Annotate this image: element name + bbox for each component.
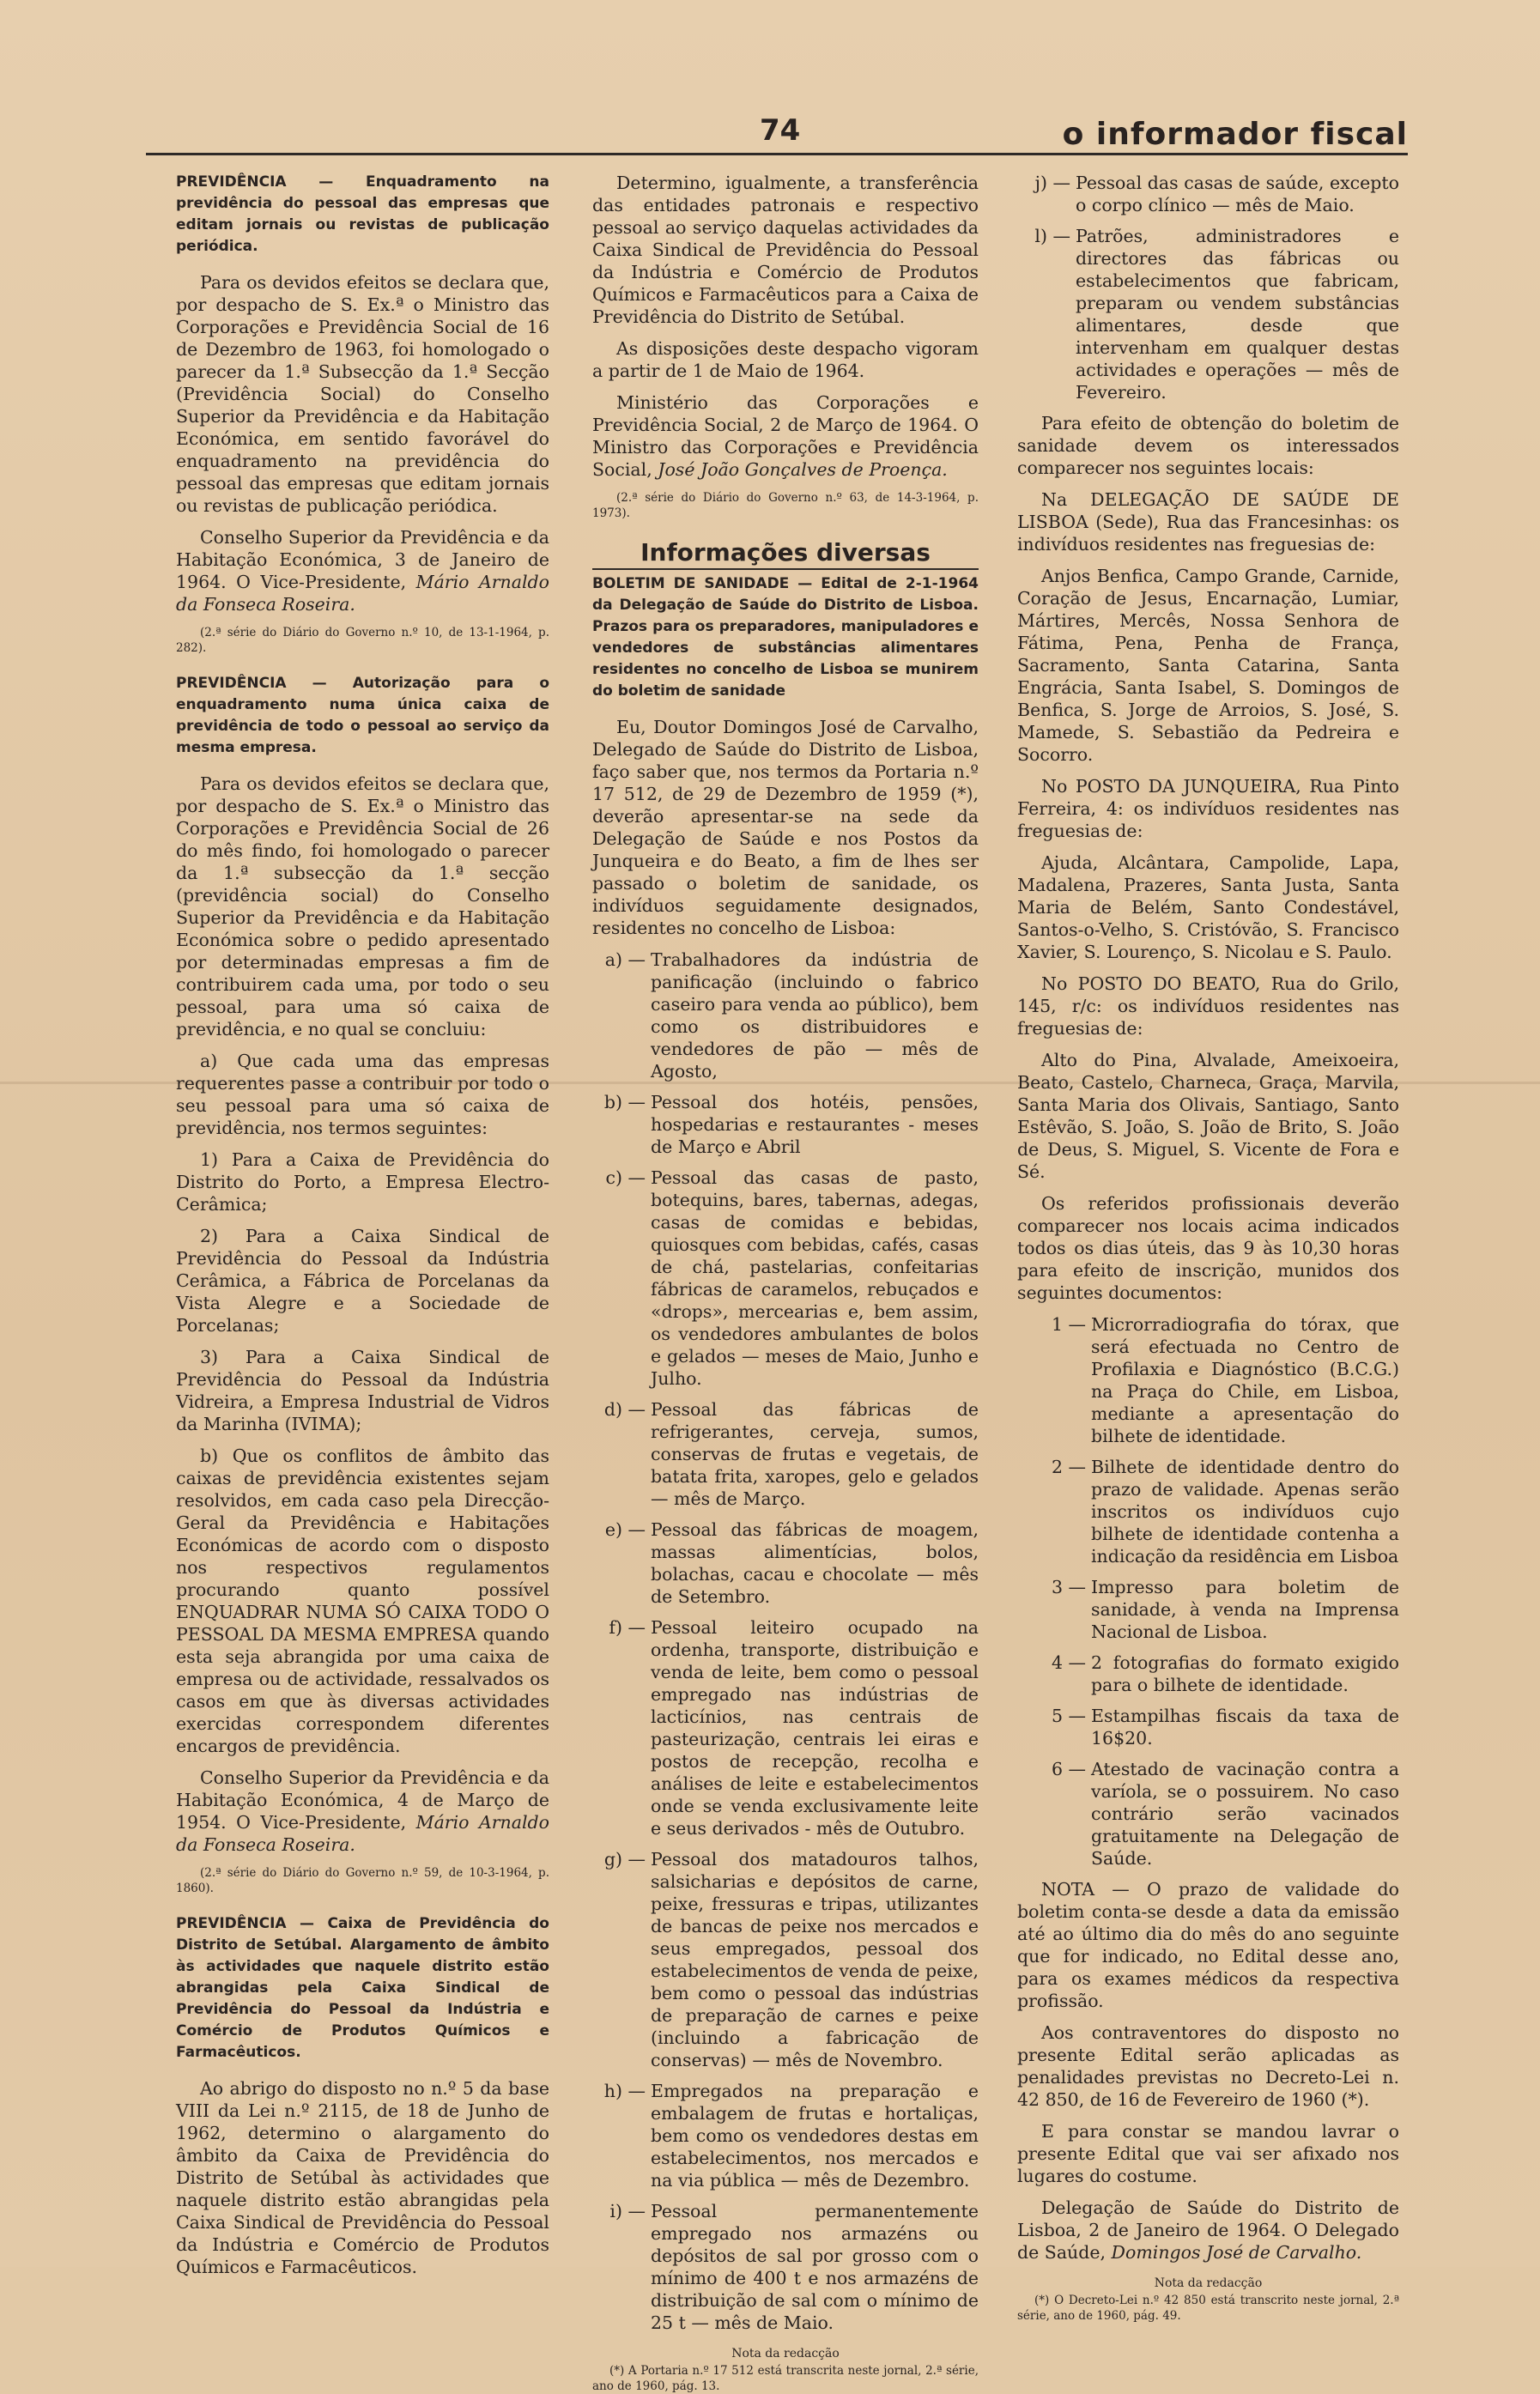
editor-note-title: Nota da redacção (1154, 2276, 1263, 2290)
list-item: e) — Pessoal das fábricas de moagem, massas alimentícias, bolos, bolachas, cacau e chocolate — mês de Setembro. (604, 1519, 979, 1607)
documents-list (1017, 1313, 1399, 1870)
list-item: 1 — Microrradiografia do tórax, que será efectuada no Centro de Profilaxia e Diagnóstico (B.C.G.) na Praça do Chile, em Lisboa, mediante a apresentação do bilhete de identidade. (1051, 1314, 1399, 1446)
paragraph: Ajuda, Alcântara, Campolide, Lapa, Madalena, Prazeres, Santa Justa, Santa Maria de Belém, Santo Condestável, Santos-o-Velho, S. Cristóvão, S. Francisco Xavier, S. Lourenço, S. Nicolau e S. Paulo. (1017, 852, 1399, 962)
article-heading: PREVIDÊNCIA — Enquadramento na previdência do pessoal das empresas que editam jornais ou revistas de publicação periódica. (176, 173, 549, 255)
list-item: c) — Pessoal das casas de pasto, botequins, bares, tabernas, adegas, casas de comidas e bebidas, quiosques com bebidas, cafés, casas de chá, pastelarias, confeitarias fábricas de caramelos, rebuçados e «drops», mercearias e, bem assim, os vendedores ambulantes de bolos e gelados — meses de Maio, Junho e Julho. (605, 1167, 979, 1389)
paragraph: Ao abrigo do disposto no n.º 5 da base VIII da Lei n.º 2115, de 18 de Junho de 1962, determino o alargamento do âmbito da Caixa de Previdência do Distrito de Setúbal às actividades que naquele distrito estão abrangidas pela Caixa Sindical de Previdência do Pessoal da Indústria e Comércio de Produtos Químicos e Farmacêuticos. (176, 2078, 549, 2277)
masthead: o informador fiscal (1062, 117, 1408, 152)
paragraph: E para constar se mandou lavrar o presente Edital que vai ser afixado nos lugares do costume. (1017, 2121, 1399, 2186)
paragraph: NOTA — O prazo de validade do boletim conta-se desde a data da emissão até ao último dia do mês do ano seguinte que for indicado, no Edital desse ano, para os exames médicos da respectiva profissão. (1017, 1879, 1399, 2011)
page-number: 74 (760, 113, 801, 148)
list-item: a) — Trabalhadores da indústria de panificação (incluindo o fabrico caseiro para venda ao público), bem como os distribuidores e vendedores de pão — mês de Agosto, (604, 949, 979, 1082)
list-item: h) — Empregados na preparação e embalagem de frutas e hortaliças, bem como os vendedores destas em estabelecimentos, nos mercados e na via pública — mês de Dezembro. (603, 2081, 979, 2191)
page-header (146, 112, 1408, 155)
paragraph: a) Que cada uma das empresas requerentes passe a contribuir por todo o seu pessoal para uma só caixa de previdência, nos termos seguintes: (176, 1051, 549, 1138)
paragraph: Determino, igualmente, a transferência das entidades patronais e respectivo pessoal ao serviço daquelas actividades da Caixa Sindical de Previdência do Pessoal da Indústria e Comércio de Produtos Químicos e Farmacêuticos para a Caixa de Previdência do Distrito de Setúbal. (592, 173, 979, 327)
gazette-reference: (2.ª série do Diário do Governo n.º 10, de 13-1-1964, p. 282). (176, 626, 549, 655)
list-item: f) — Pessoal leiteiro ocupado na ordenha, transporte, distribuição e venda de leite, bem como o pessoal empregado nas indústrias de lacticínios, nas centrais de pasteurização, centrais lei eiras e postos de recepção, recolha e análises de leite e estabelecimentos onde se venda exclusivamente leite e seus derivados - mês de Outubro. (609, 1617, 979, 1839)
paragraph: Anjos Benfica, Campo Grande, Carnide, Coração de Jesus, Encarnação, Lumiar, Mártires, Mercês, Nossa Senhora de Fátima, Pena, Penha de França, Sacramento, Santa Catarina, Santa Engrácia, Santa Isabel, S. Domingos de Benfica, S. Jorge de Arroios, S. José, S. Mamede, S. Sebastião da Pedreira e Socorro. (1017, 566, 1399, 765)
column-1 (176, 172, 549, 2288)
paragraph: Na DELEGAÇÃO DE SAÚDE DE LISBOA (Sede), Rua das Francesinhas: os indivíduos residentes nas freguesias de: (1017, 489, 1399, 555)
paragraph: 1) Para a Caixa de Previdência do Distrito do Porto, a Empresa Electro-Cerâmica; (176, 1149, 549, 1215)
list-item: b) — Pessoal dos hotéis, pensões, hospedarias e restaurantes - meses de Março e Abril (603, 1092, 979, 1157)
editor-note: (*) A Portaria n.º 17 512 está transcrita neste jornal, 2.ª série, ano de 1960, pág. 13. (592, 2364, 979, 2393)
list-item: l) — Patrões, administradores e directores das fábricas ou estabelecimentos que fabricam, preparam ou vendem substâncias alimentares, desde que intervenham em qualquer destas actividades e operações — mês de Fevereiro. (1034, 226, 1399, 403)
article-heading: PREVIDÊNCIA — Caixa de Previdência do Distrito de Setúbal. Alargamento de âmbito às actividades que naquele distrito estão abrangidas pela Caixa Sindical de Previdência do Pessoal da Indústria e Comércio de Produtos Químicos e Farmacêuticos. (176, 1915, 549, 2061)
list-item: 5 — Estampilhas fiscais da taxa de 16$20. (1051, 1706, 1399, 1749)
paragraph: Os referidos profissionais deverão comparecer nos locais acima indicados todos os dias úteis, das 9 às 10,30 horas para efeito de inscrição, munidos dos seguintes documentos: (1017, 1193, 1399, 1303)
paragraph: Delegação de Saúde do Distrito de Lisboa, 2 de Janeiro de 1964. O Delegado de Saúde, Domingos José de Carvalho. (1017, 2197, 1399, 2263)
paragraph: Conselho Superior da Previdência e da Habitação Económica, 4 de Março de 1954. O Vice-Presidente, Mário Arnaldo da Fonseca Roseira. (176, 1767, 549, 1855)
paragraph: As disposições deste despacho vigoram a partir de 1 de Maio de 1964. (592, 338, 979, 381)
paragraph: Para os devidos efeitos se declara que, por despacho de S. Ex.ª o Ministro das Corporações e Previdência Social de 26 do mês findo, foi homologado o parecer da 1.ª subsecção da 1.ª secção (previdência social) do Conselho Superior da Previdência e da Habitação Económica sobre o pedido apresentado por determinadas empresas a fim de contribuirem cada uma, por todo o seu pessoal, para uma só caixa de previdência, e no qual se concluiu: (176, 773, 549, 1039)
paragraph: Ministério das Corporações e Previdência Social, 2 de Março de 1964. O Ministro das Corporações e Previdência Social, José João Gonçalves de Proença. (592, 392, 979, 480)
paragraph: No POSTO DO BEATO, Rua do Grilo, 145, r/c: os indivíduos residentes nas freguesias de: (1017, 973, 1399, 1039)
header-rule (146, 153, 1408, 155)
column-3 (1017, 172, 1399, 2324)
list-item: i) — Pessoal permanentemente empregado nos armazéns ou depósitos de sal por grosso com o mínimo de 400 t e nos armazéns de distribuição de sal com o mínimo de 25 t — mês de Maio. (609, 2201, 979, 2333)
article-heading: BOLETIM DE SANIDADE — Edital de 2-1-1964 da Delegação de Saúde do Distrito de Lisboa. Prazos para os preparadores, manipuladores e vendedores de substâncias alimentares residentes no concelho de Lisboa se munirem do boletim de sanidade (592, 575, 979, 700)
paragraph: 3) Para a Caixa Sindical de Previdência do Pessoal da Indústria Vidreira, a Empresa Industrial de Vidros da Marinha (IVIMA); (176, 1347, 549, 1434)
list-item: 4 — 2 fotografias do formato exigido para o bilhete de identidade. (1051, 1652, 1399, 1695)
section-title: Informações diversas (592, 538, 979, 570)
list-item: g) — Pessoal dos matadouros talhos, salsicharias e depósitos de carne, peixe, fressuras e tripas, utilizantes de bancas de peixe nos mercados e seus empregados, pessoal dos estabelecimentos de venda de peixe, bem como o pessoal das indústrias de preparação de carnes e peixe (incluindo a fabricação de conservas) — mês de Novembro. (603, 1849, 979, 2070)
paragraph: Eu, Doutor Domingos José de Carvalho, Delegado de Saúde do Distrito de Lisboa, faço saber que, nos termos da Portaria n.º 17 512, de 29 de Dezembro de 1959 (*), deverão apresentar-se na sede da Delegação de Saúde e nos Postos da Junqueira e do Beato, a fim de lhes ser passado o boletim de sanidade, os indivíduos seguidamente designados, residentes no concelho de Lisboa: (592, 717, 979, 938)
category-list (592, 949, 979, 2334)
paragraph: Para os devidos efeitos se declara que, por despacho de S. Ex.ª o Ministro das Corporações e Previdência Social de 16 de Dezembro de 1963, foi homologado o parecer da 1.ª Subsecção da 1.ª Secção (Previdência Social) do Conselho Superior da Previdência e da Habitação Económica, em sentido favorável do enquadramento na previdência do pessoal das empresas que editam jornais ou revistas de publicação periódica. (176, 272, 549, 516)
column-2 (592, 172, 979, 2394)
paragraph: Aos contraventores do disposto no presente Edital serão aplicadas as penalidades previstas no Decreto-Lei n. 42 850, de 16 de Fevereiro de 1960 (*). (1017, 2022, 1399, 2110)
article-heading: PREVIDÊNCIA — Autorização para o enquadramento numa única caixa de previdência de todo o pessoal ao serviço da mesma empresa. (176, 675, 549, 756)
list-item: j) — Pessoal das casas de saúde, excepto o corpo clínico — mês de Maio. (1034, 173, 1399, 215)
list-item: d) — Pessoal das fábricas de refrigerantes, cerveja, sumos, conservas de frutas e vegetais, de batata frita, xaropes, gelo e gelados — mês de Março. (603, 1399, 979, 1509)
paragraph: 2) Para a Caixa Sindical de Previdência do Pessoal da Indústria Cerâmica, a Fábrica de Porcelanas da Vista Alegre e a Sociedade de Porcelanas; (176, 1226, 549, 1336)
gazette-reference: (2.ª série do Diário do Governo n.º 63, de 14-3-1964, p. 1973). (592, 491, 979, 520)
list-item: 6 — Atestado de vacinação contra a varíola, se o possuirem. No caso contrário serão vacinados gratuitamente na Delegação de Saúde. (1051, 1759, 1399, 1869)
paragraph: Para efeito de obtenção do boletim de sanidade devem os interessados comparecer nos seguintes locais: (1017, 413, 1399, 478)
paragraph: b) Que os conflitos de âmbito das caixas de previdência existentes sejam resolvidos, em cada caso pela Direcção-Geral da Previdência e Habitações Económicas de acordo com o disposto nos respectivos regulamentos procurando quanto possível ENQUADRAR NUMA SÓ CAIXA TODO O PESSOAL DA MESMA EMPRESA quando esta seja abrangida por uma caixa de empresa ou de actividade, ressalvados os casos em que às diversas actividades exercidas correspondem diferentes encargos de previdência. (176, 1445, 549, 1756)
paragraph: Conselho Superior da Previdência e da Habitação Económica, 3 de Janeiro de 1964. O Vice-Presidente, Mário Arnaldo da Fonseca Roseira. (176, 527, 549, 615)
paragraph: No POSTO DA JUNQUEIRA, Rua Pinto Ferreira, 4: os indivíduos residentes nas freguesias de: (1017, 776, 1399, 841)
list-item: 2 — Bilhete de identidade dentro do prazo de validade. Apenas serão inscritos os indivíduos cujo bilhete de identidade contenha a indicação da residência em Lisboa (1051, 1457, 1399, 1567)
editor-note: (*) O Decreto-Lei n.º 42 850 está transcrito neste jornal, 2.ª série, ano de 1960, pág. 49. (1017, 2294, 1399, 2323)
gazette-reference: (2.ª série do Diário do Governo n.º 59, de 10-3-1964, p. 1860). (176, 1866, 549, 1895)
paragraph: Alto do Pina, Alvalade, Ameixoeira, Beato, Castelo, Charneca, Graça, Marvila, Santa Maria dos Olivais, Santiago, Santo Estêvão, S. João, S. João de Brito, S. João de Deus, S. Miguel, S. Vicente de Fora e Sé. (1017, 1050, 1399, 1182)
list-item: 3 — Impresso para boletim de sanidade, à venda na Imprensa Nacional de Lisboa. (1051, 1577, 1399, 1642)
editor-note-title: Nota da redacção (731, 2347, 840, 2361)
